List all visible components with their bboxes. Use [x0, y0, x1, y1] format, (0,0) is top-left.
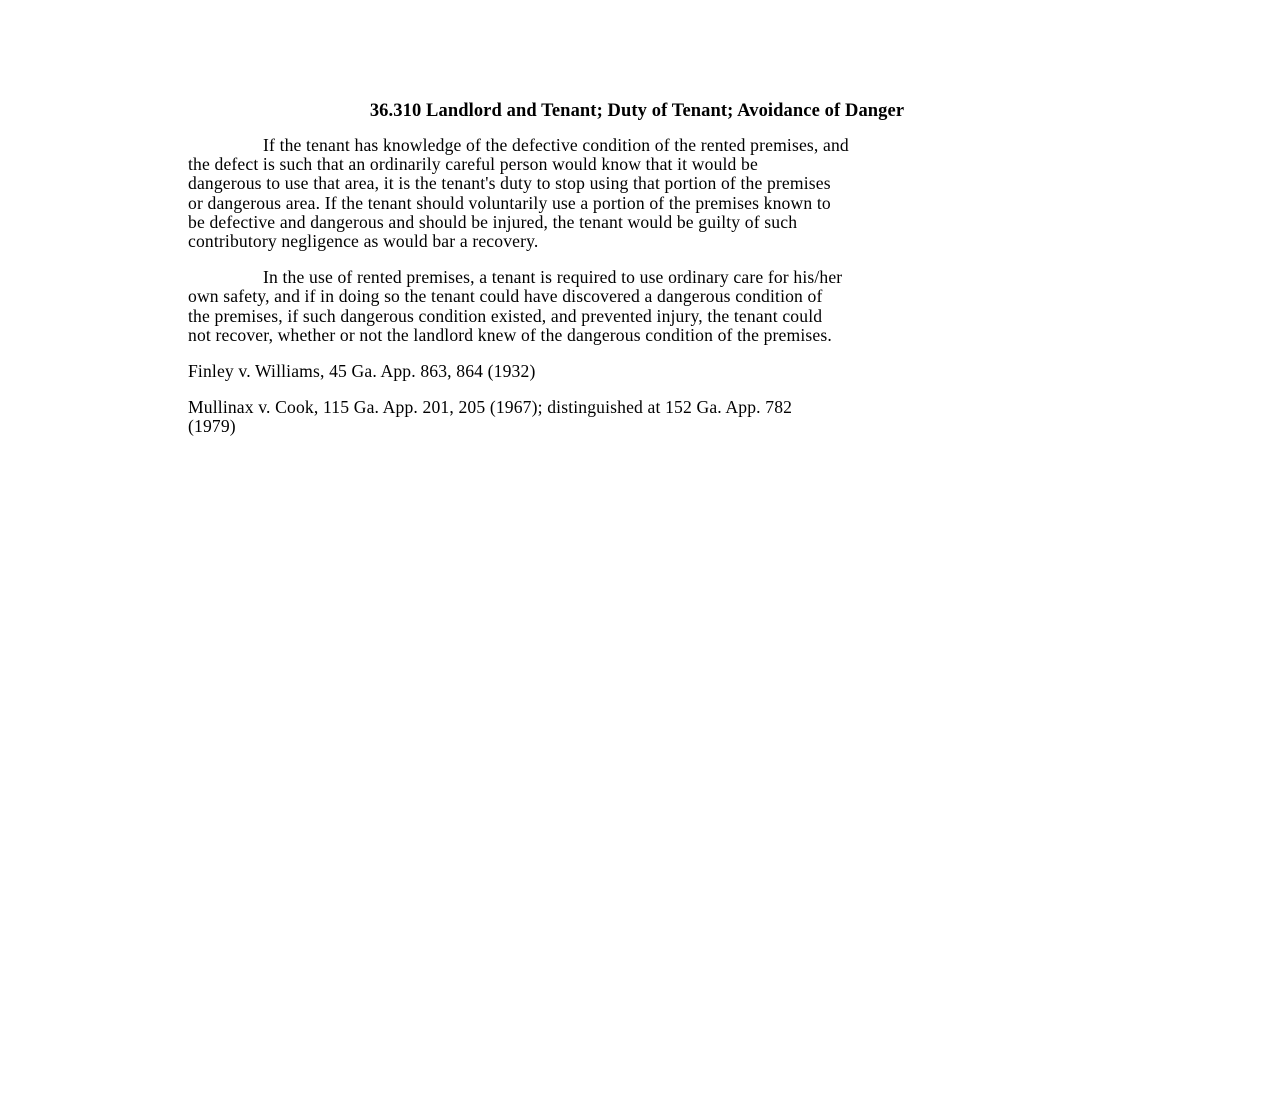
- page-title: 36.310 Landlord and Tenant; Duty of Tenant; Avoidance of Danger: [369, 101, 905, 121]
- paragraph-line: not recover, whether or not the landlord knew of the dangerous condition of the premises.: [188, 324, 832, 345]
- paragraph-tenant-knowledge: [188, 136, 1086, 251]
- document-page: [188, 100, 1086, 454]
- paragraph-line: or dangerous area. If the tenant should voluntarily use a portion of the premises known to: [188, 192, 831, 213]
- paragraph-line: In the use of rented premises, a tenant is required to use ordinary care for his/her: [263, 267, 843, 288]
- paragraph-line: be defective and dangerous and should be injured, the tenant would be guilty of such: [188, 211, 798, 232]
- citation-mullinax: [188, 398, 1086, 436]
- paragraph-ordinary-care: [188, 268, 1086, 345]
- paragraph-line: dangerous to use that area, it is the tenant's duty to stop using that portion of the premises: [188, 173, 831, 194]
- citation-line: Mullinax v. Cook, 115 Ga. App. 201, 205 (1967); distinguished at 152 Ga. App. 782: [188, 397, 793, 418]
- citation-finley: [188, 362, 1086, 381]
- citation-line: (1979): [188, 416, 236, 437]
- paragraph-line: own safety, and if in doing so the tenant could have discovered a dangerous condition of: [188, 286, 823, 307]
- paragraph-line: the premises, if such dangerous condition existed, and prevented injury, the tenant could: [188, 305, 823, 326]
- paragraph-line: contributory negligence as would bar a recovery.: [188, 231, 539, 252]
- paragraph-line: the defect is such that an ordinarily careful person would know that it would be: [188, 154, 758, 175]
- paragraph-line: If the tenant has knowledge of the defective condition of the rented premises, and: [263, 135, 849, 155]
- citation-line: Finley v. Williams, 45 Ga. App. 863, 864 (1932): [188, 361, 536, 382]
